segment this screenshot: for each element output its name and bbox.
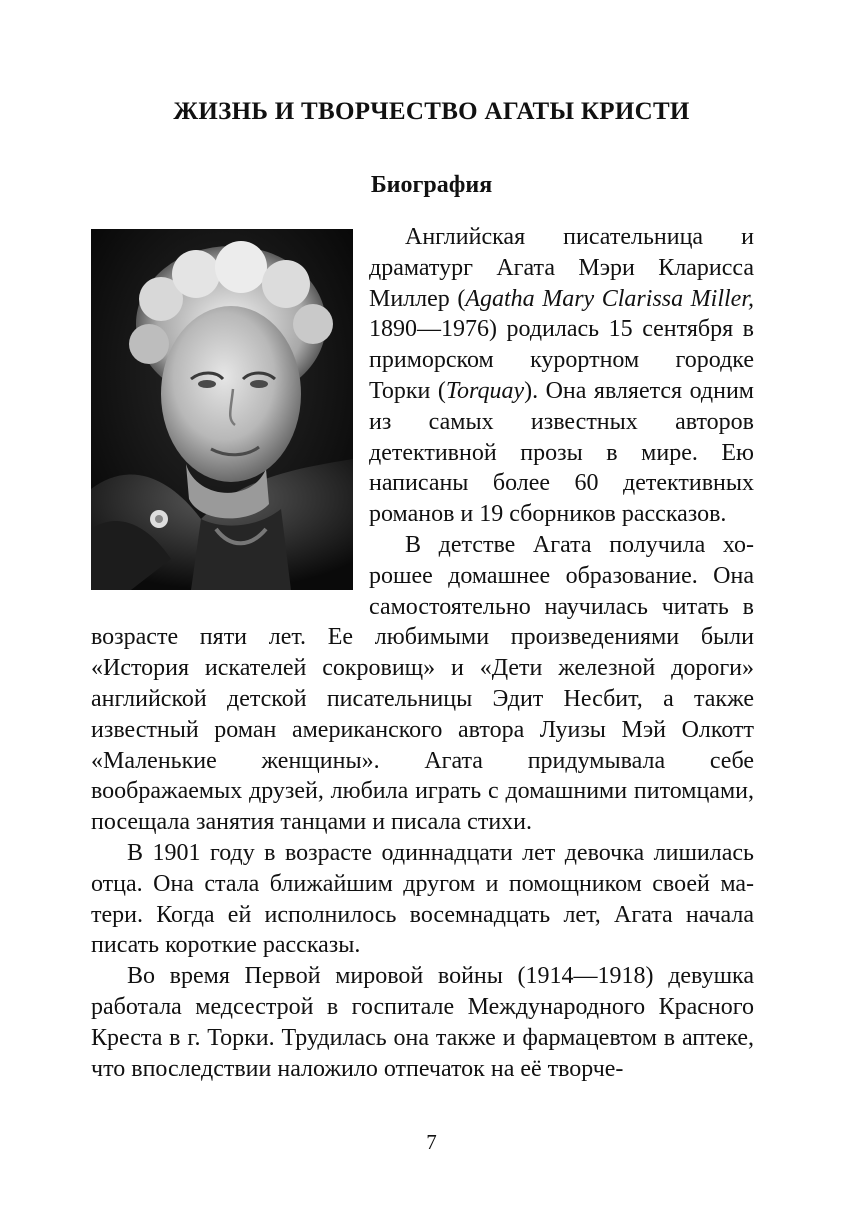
page-number: 7 — [426, 1130, 437, 1154]
paragraph-3: В 1901 году в возрасте одиннадцати лет девочка лишилась отца. Она стала ближайшим другом и помощником своей матери. Когда ей исполнилось восемнадцать лет, Агата начала писать короткие рассказы. — [91, 839, 754, 959]
paragraph-1-part-a: Английская писательница и драматург Агата Мэри Кларисса Миллер ( — [369, 224, 754, 312]
biography-text — [91, 222, 754, 1084]
paragraph-2: В детстве Агата получила хорошее домашнее образование. Она самостоятельно научилась читать в возрасте пяти лет. Ее любимыми произведениями были «История искателей сокровищ» и «Дети железной дороги» английской детской писательницы Эдит Несбит, а также известный роман американского автора Луизы Мэй Олкотт «Маленькие женщины». Агата придумывала себе воображаемых друзей, любила играть с домашними питомцами, посещала занятия танцами и писала стихи. — [91, 531, 754, 836]
latin-name: Agatha Mary Clarissa Miller, — [465, 285, 754, 312]
chapter-title: ЖИЗНЬ И ТВОРЧЕСТВО АГАТЫ КРИСТИ — [173, 98, 690, 125]
section-title: Биография — [370, 172, 493, 198]
paragraph-1-part-b: 1890—1976) родилась 15 сентября в приморском курортном городке Торки ( — [369, 316, 754, 404]
paragraph-4: Во время Первой мировой войны (1914—1918) девушка работала медсестрой в госпитале Международного Красного Креста в г. Торки. Трудилась она также и фармацевтом в аптеке, что впоследствии наложило отпечаток на её творче- — [91, 963, 754, 1082]
photo-wrap-spacer — [91, 222, 369, 614]
latin-town: Torquay — [445, 377, 525, 404]
paragraph-1-part-c: ). Она является одним из самых известных авторов детективной прозы в мире. Ею написаны более 60 детективных романов и 19 сборников рассказов. — [369, 377, 754, 528]
